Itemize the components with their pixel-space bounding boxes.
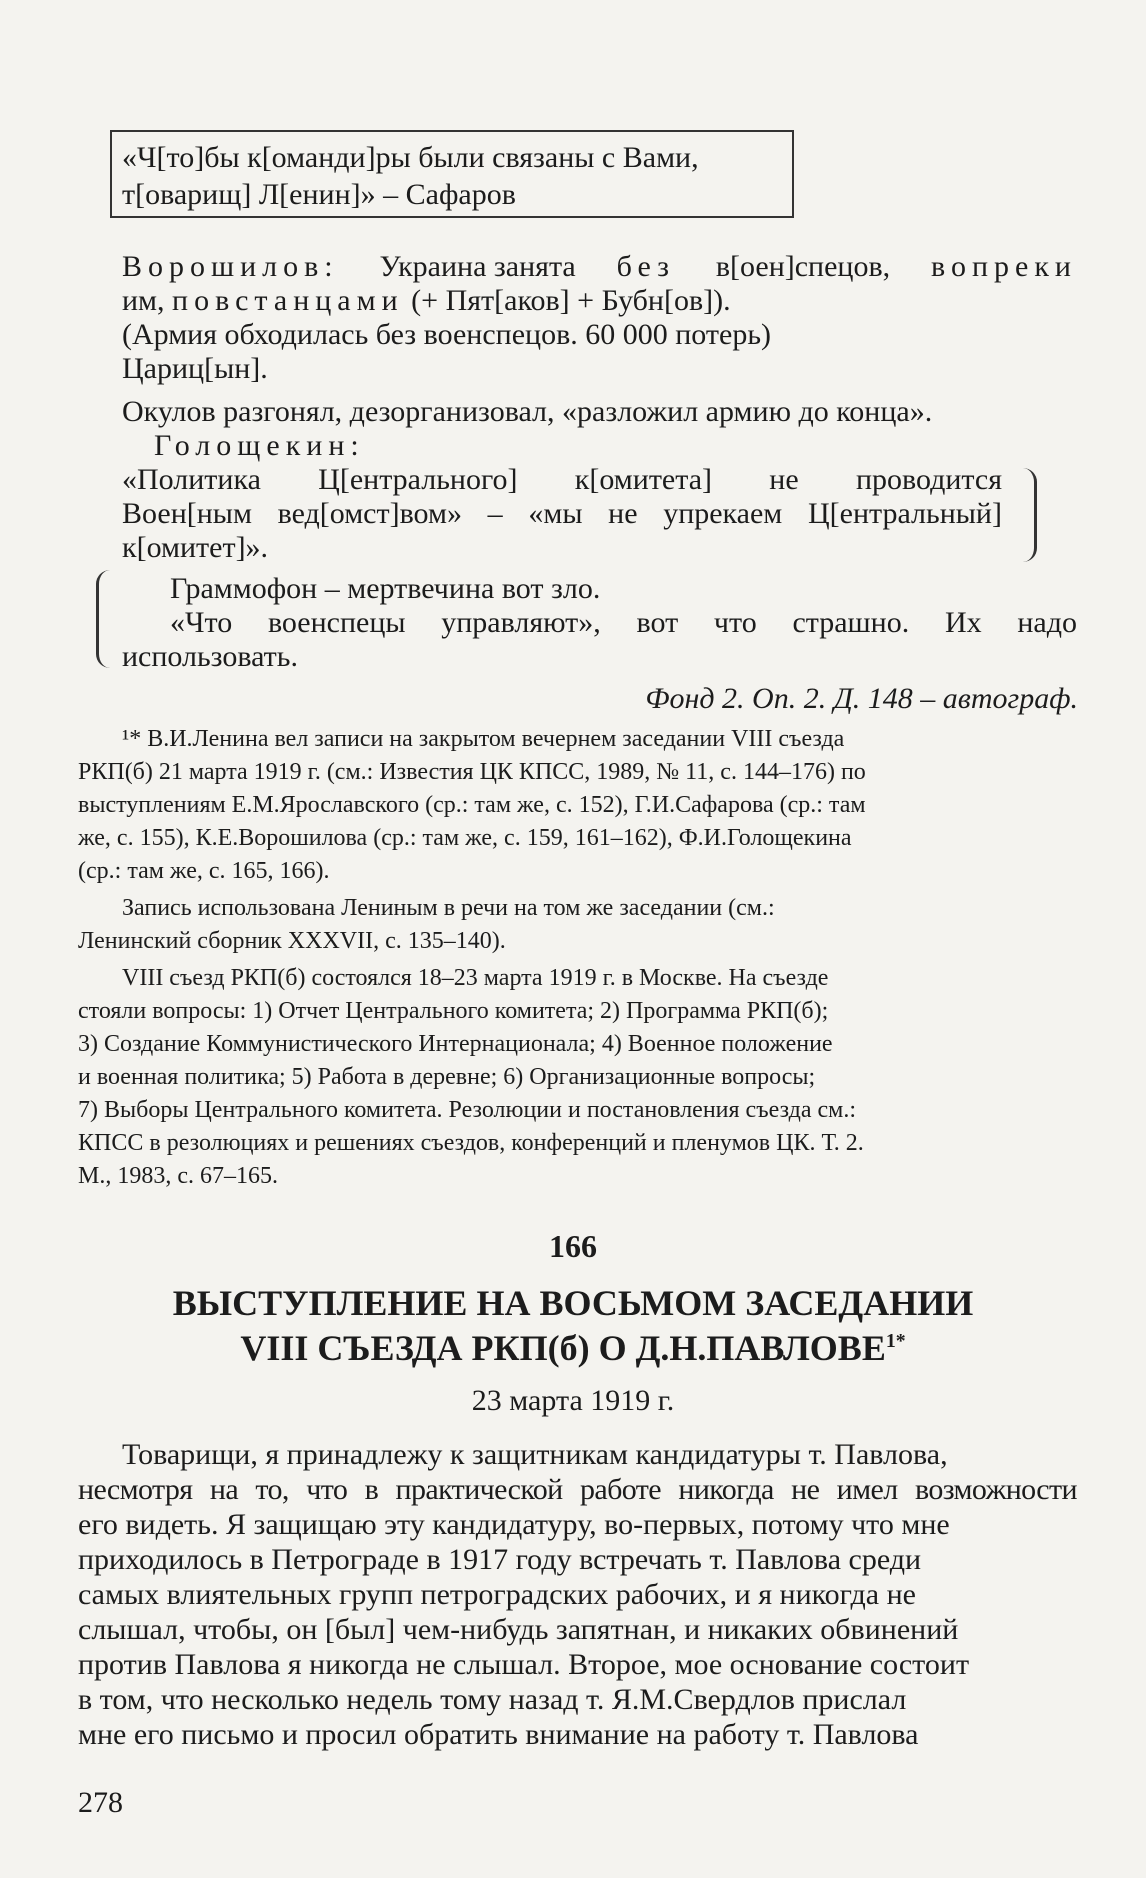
- speech-line: несмотря на то, что в практической работе никогда не имел возможности: [78, 1473, 1077, 1506]
- note-line: Граммофон – мертвечина вот зло.: [170, 572, 601, 605]
- speech-line: слышал, чтобы, он [был] чем-нибудь запятнан, и никаких обвинений: [78, 1613, 959, 1646]
- footnote-marker: 1*: [885, 1330, 906, 1352]
- quote-line: т[оварищ] Л[енин]» – Сафаров: [122, 178, 516, 211]
- footnote-line: и военная политика; 5) Работа в деревне; 6) Организационные вопросы;: [78, 1064, 816, 1090]
- speech-line: в том, что несколько недель тому назад т. Я.М.Свердлов прислал: [78, 1683, 907, 1716]
- footnote-line: КПСС в резолюциях и решениях съездов, конференций и пленумов ЦК. Т. 2.: [78, 1130, 864, 1156]
- document-number: 166: [549, 1228, 597, 1264]
- page-number: 278: [78, 1786, 123, 1819]
- footnote-line: ¹* В.И.Ленина вел записи на закрытом вечернем заседании VIII съезда: [122, 726, 845, 752]
- source-reference: Фонд 2. Оп. 2. Д. 148 – автограф.: [645, 682, 1078, 715]
- footnote-line: VIII съезд РКП(б) состоялся 18–23 марта 1919 г. в Москве. На съезде: [122, 965, 829, 991]
- footnote-line: 3) Создание Коммунистического Интернационала; 4) Военное положение: [78, 1031, 833, 1057]
- quote-line: «Ч[то]бы к[оманди]ры были связаны с Вами,: [122, 141, 699, 174]
- speaker-name: Голощекин:: [154, 429, 365, 462]
- speech-line: мне его письмо и просил обратить внимание на работу т. Павлова: [78, 1718, 919, 1751]
- speech-line: самых влиятельных групп петроградских рабочих, и я никогда не: [78, 1578, 916, 1611]
- note-line: «Что военспецы управляют», вот что страшно. Их надо: [170, 606, 1077, 639]
- note-line: Ворошилов: Украина занята без в[оен]спецов, вопреки: [122, 250, 1077, 283]
- note-line: им, повстанцами (+ Пят[аков] + Бубн[ов]).: [122, 284, 731, 317]
- note-line: Воен[ным вед[омст]вом» – «мы не упрекаем Ц[ентральный]: [122, 497, 1002, 530]
- speech-line: против Павлова я никогда не слышал. Второе, мое основание состоит: [78, 1648, 970, 1681]
- speech-line: приходилось в Петрограде в 1917 году встречать т. Павлова среди: [78, 1543, 922, 1576]
- speech-line: его видеть. Я защищаю эту кандидатуру, во-первых, потому что мне: [78, 1508, 950, 1541]
- document-date: 23 марта 1919 г.: [471, 1384, 675, 1417]
- note-line: «Политика Ц[ентрального] к[омитета] не проводится: [122, 463, 1002, 496]
- footnote-line: 7) Выборы Центрального комитета. Резолюции и постановления съезда см.:: [78, 1097, 856, 1123]
- footnote-line: выступлениям Е.М.Ярославского (ср.: там же, с. 152), Г.И.Сафарова (ср.: там: [78, 792, 866, 818]
- footnote-line: (ср.: там же, с. 165, 166).: [78, 858, 330, 884]
- note-line: использовать.: [122, 640, 298, 673]
- footnote-line: Запись использована Лениным в речи на том же заседании (см.:: [122, 895, 775, 921]
- note-line: Окулов разгонял, дезорганизовал, «разложил армию до конца».: [122, 395, 933, 428]
- speech-line: Товарищи, я принадлежу к защитникам кандидатуры т. Павлова,: [122, 1438, 948, 1471]
- footnote-line: Ленинский сборник XXXVII, с. 135–140).: [78, 928, 506, 954]
- speaker-name: Ворошилов:: [122, 250, 339, 283]
- document-heading: VIII СЪЕЗДА РКП(б) О $Д.Н.ПАВЛОВЕ^{1*}$: [240, 1328, 906, 1368]
- footnote-line: же, с. 155), К.Е.Ворошилова (ср.: там же, с. 159, 161–162), Ф.И.Голощекина: [78, 825, 852, 851]
- document-heading: ВЫСТУПЛЕНИЕ НА ВОСЬМОМ ЗАСЕДАНИИ: [172, 1283, 974, 1323]
- right-brace: [1022, 468, 1037, 562]
- note-line: к[омитет]».: [122, 531, 269, 564]
- note-line: (Армия обходилась без военспецов. 60 000 потерь): [122, 318, 772, 351]
- note-line: Цариц[ын].: [122, 352, 268, 385]
- footnote-line: РКП(б) 21 марта 1919 г. (см.: Известия ЦК КПСС, 1989, № 11, с. 144–176) по: [78, 759, 866, 785]
- footnote-line: М., 1983, с. 67–165.: [78, 1163, 278, 1189]
- footnote-line: стояли вопросы: 1) Отчет Центрального комитета; 2) Программа РКП(б);: [78, 998, 829, 1024]
- left-brace: [96, 570, 111, 668]
